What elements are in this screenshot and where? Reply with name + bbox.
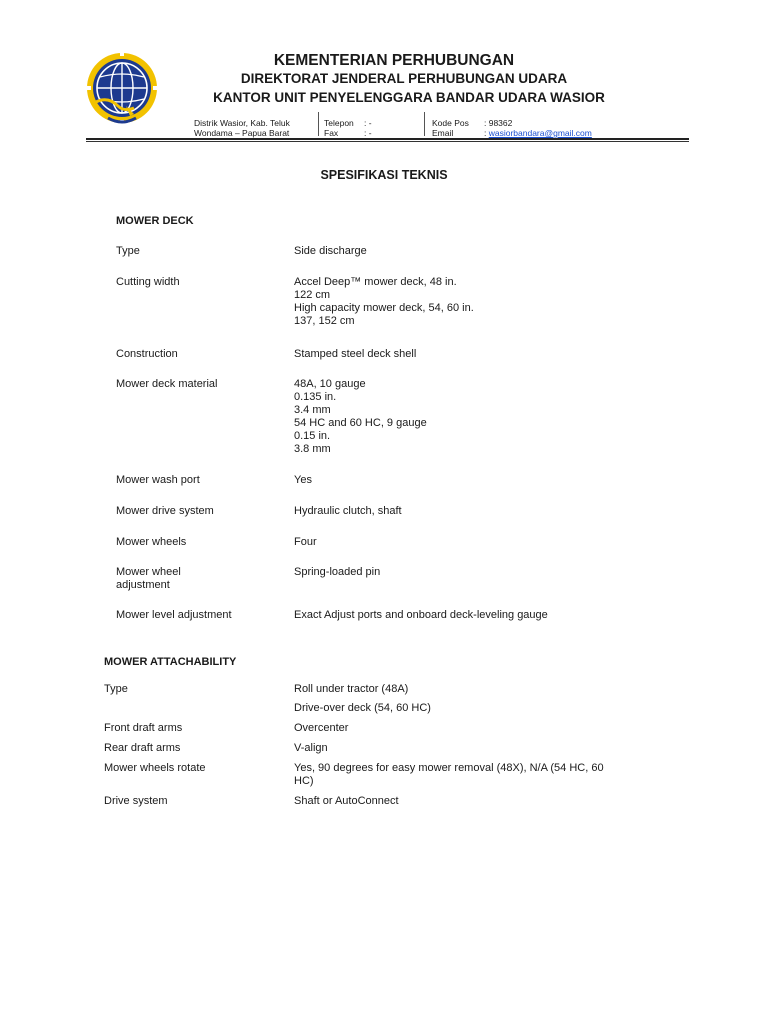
spec-label xyxy=(116,566,181,592)
header-rule-bottom xyxy=(86,141,689,142)
address-line-1: Distrik Wasior, Kab. Teluk xyxy=(194,118,290,128)
spec-value-line: Yes, 90 degrees for easy mower removal (48X), N/A (54 HC, 60 xyxy=(294,762,604,774)
kodepos-label: Kode Pos xyxy=(432,118,469,128)
spec-value xyxy=(294,762,604,788)
email-label: Email xyxy=(432,128,454,138)
spec-label-line: Front draft arms xyxy=(104,722,183,734)
spec-label xyxy=(116,609,232,622)
document-title: SPESIFIKASI TEKNIS xyxy=(320,168,448,182)
kodepos-value: : 98362 xyxy=(484,118,513,128)
address-line-2: Wondama – Papua Barat xyxy=(194,128,290,138)
spec-value-line: 3.8 mm xyxy=(294,443,331,455)
ministry-title: KEMENTERIAN PERHUBUNGAN xyxy=(273,52,515,69)
spec-value xyxy=(294,795,399,808)
spec-value-line: Roll under tractor (48A) xyxy=(294,683,409,695)
spec-value xyxy=(294,722,348,735)
spec-value xyxy=(294,348,416,361)
divider xyxy=(424,112,425,136)
spec-value-line: 0.15 in. xyxy=(294,430,331,442)
directorate-title: DIREKTORAT JENDERAL PERHUBUNGAN UDARA xyxy=(240,71,568,86)
email-colon: : xyxy=(484,128,489,138)
spec-value xyxy=(294,742,328,755)
telepon-label: Telepon xyxy=(324,118,354,128)
spec-label-line: Construction xyxy=(116,348,178,360)
spec-value-line: 54 HC and 60 HC, 9 gauge xyxy=(294,417,427,429)
spec-value xyxy=(294,683,408,696)
spec-value-line: Stamped steel deck shell xyxy=(294,348,417,360)
spec-label-line: Mower wheels xyxy=(116,536,187,548)
spec-label xyxy=(104,722,182,735)
spec-value-line: V-align xyxy=(294,742,328,754)
spec-value-line: HC) xyxy=(294,775,314,787)
spec-value-line: Accel Deep™ mower deck, 48 in. xyxy=(294,276,457,288)
spec-value-line: Overcenter xyxy=(294,722,349,734)
fax-label: Fax xyxy=(324,128,339,138)
spec-label-line: Rear draft arms xyxy=(104,742,181,754)
spec-value-line: 122 cm xyxy=(294,289,331,301)
spec-label xyxy=(116,474,200,487)
spec-label xyxy=(116,348,178,361)
spec-label xyxy=(116,276,180,289)
spec-value-line: Shaft or AutoConnect xyxy=(294,795,399,807)
spec-label xyxy=(116,505,214,518)
spec-value xyxy=(294,536,317,549)
spec-value-line: Hydraulic clutch, shaft xyxy=(294,505,402,517)
spec-value-line: High capacity mower deck, 54, 60 in. xyxy=(294,302,474,314)
spec-label xyxy=(116,245,140,258)
spec-label xyxy=(116,536,186,549)
spec-value xyxy=(294,609,548,622)
spec-label-line: Mower drive system xyxy=(116,505,214,517)
spec-label xyxy=(116,378,217,391)
section-heading-mower-deck: MOWER DECK xyxy=(116,215,194,227)
spec-value xyxy=(294,505,402,518)
telepon-value: : - xyxy=(364,118,372,128)
email-link[interactable]: wasiorbandara@gmail.com xyxy=(488,128,592,138)
header-rule-top xyxy=(86,138,689,140)
spec-label-line: Type xyxy=(116,245,140,257)
spec-value xyxy=(294,566,380,579)
spec-value-line: Drive-over deck (54, 60 HC) xyxy=(294,702,431,714)
spec-value-line: 3.4 mm xyxy=(294,404,331,416)
spec-value-line: 137, 152 cm xyxy=(294,315,355,327)
spec-label xyxy=(104,762,206,775)
phone-fax-block xyxy=(324,118,372,138)
spec-value xyxy=(294,245,367,258)
spec-label-line: Drive system xyxy=(104,795,168,807)
spec-label-line: adjustment xyxy=(116,579,170,591)
spec-value-line: Exact Adjust ports and onboard deck-leveling gauge xyxy=(294,609,548,621)
spec-value xyxy=(294,378,427,456)
spec-value-line: Side discharge xyxy=(294,245,367,257)
spec-value-line: Four xyxy=(294,536,317,548)
office-title: KANTOR UNIT PENYELENGGARA BANDAR UDARA WASIOR xyxy=(213,90,605,105)
spec-label-line: Cutting width xyxy=(116,276,180,288)
spec-label xyxy=(104,795,168,808)
spec-label-line: Mower wheel xyxy=(116,566,181,578)
spec-value xyxy=(294,276,474,328)
address-block xyxy=(194,118,290,138)
divider xyxy=(318,112,319,136)
spec-label-line: Mower deck material xyxy=(116,378,218,390)
spec-label-line: Type xyxy=(104,683,128,695)
spec-value-line: 0.135 in. xyxy=(294,391,337,403)
postcode-email-block xyxy=(432,118,592,138)
spec-label xyxy=(104,683,128,696)
spec-value xyxy=(294,474,312,487)
spec-label xyxy=(104,742,180,755)
spec-label-line: Mower level adjustment xyxy=(116,609,232,621)
fax-value: : - xyxy=(364,128,372,138)
spec-value xyxy=(294,702,431,715)
spec-value-line: Spring-loaded pin xyxy=(294,566,381,578)
spec-label-line: Mower wash port xyxy=(116,474,200,486)
spec-value-line: Yes xyxy=(294,474,312,486)
spec-label-line: Mower wheels rotate xyxy=(104,762,206,774)
section-heading-mower-attachability: MOWER ATTACHABILITY xyxy=(104,656,237,668)
spec-value-line: 48A, 10 gauge xyxy=(294,378,366,390)
